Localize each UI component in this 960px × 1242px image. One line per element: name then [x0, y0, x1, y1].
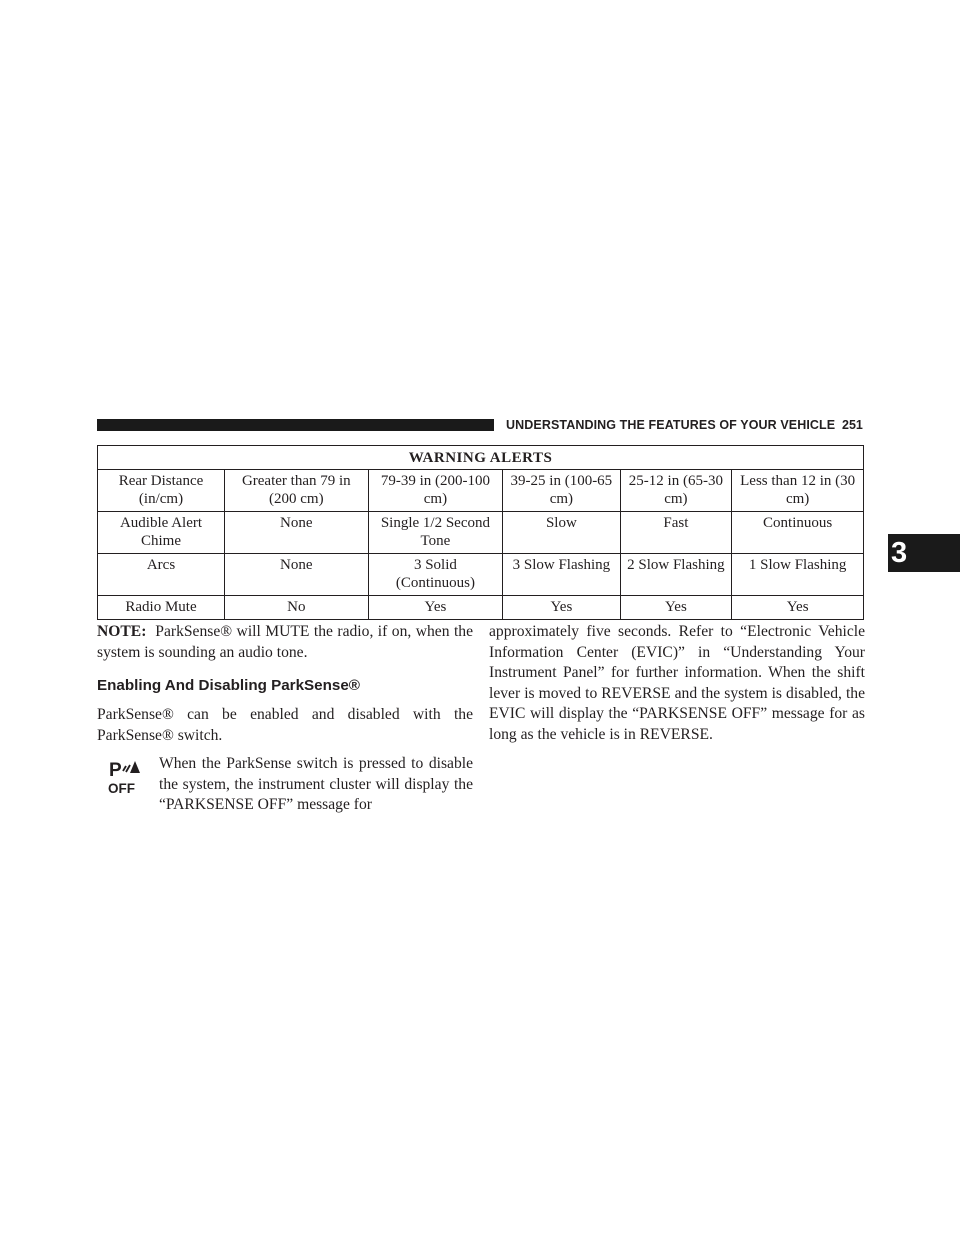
- note-text: ParkSense® will MUTE the radio, if on, when the system is sounding an audio tone.: [97, 623, 473, 661]
- row-label: Rear Distance (in/cm): [98, 470, 225, 512]
- row-label: Audible Alert Chime: [98, 512, 225, 554]
- warning-alerts-table: [97, 445, 864, 620]
- table-title: WARNING ALERTS: [98, 446, 864, 470]
- table-title-row: [98, 446, 864, 470]
- table-cell: 3 Solid (Continuous): [368, 554, 503, 596]
- table-cell: None: [225, 554, 369, 596]
- chapter-number: 3: [891, 536, 908, 569]
- table-cell: 1 Slow Flashing: [732, 554, 864, 596]
- table-cell: 2 Slow Flashing: [620, 554, 732, 596]
- section-heading: Enabling And Disabling ParkSense®: [97, 677, 360, 694]
- note-paragraph: [97, 622, 473, 663]
- chapter-tab: [888, 534, 960, 572]
- header-rule: [97, 419, 494, 431]
- table-cell: 3 Slow Flashing: [503, 554, 620, 596]
- table-cell: 39-25 in (100-65 cm): [503, 470, 620, 512]
- table-row: [98, 512, 864, 554]
- section-header-title: UNDERSTANDING THE FEATURES OF YOUR VEHICLE: [506, 418, 836, 432]
- parksense-p-letter: P: [109, 760, 122, 781]
- page-number: 251: [842, 418, 863, 432]
- table-row: [98, 470, 864, 512]
- table-cell: 79-39 in (200-100 cm): [368, 470, 503, 512]
- table-cell: Less than 12 in (30 cm): [732, 470, 864, 512]
- table-cell: Yes: [368, 596, 503, 620]
- table-cell: Continuous: [732, 512, 864, 554]
- note-label: NOTE:: [97, 623, 147, 640]
- table-cell: Single 1/2 Second Tone: [368, 512, 503, 554]
- table-row: [98, 596, 864, 620]
- table-cell: Slow: [503, 512, 620, 554]
- right-column: [489, 622, 865, 745]
- table-cell: None: [225, 512, 369, 554]
- table-cell: Yes: [620, 596, 732, 620]
- icon-paragraph: When the ParkSense switch is pressed to disable the system, the instrument cluster will display the “PARKSENSE OFF” message for: [159, 755, 473, 813]
- table-cell: Yes: [503, 596, 620, 620]
- parksense-off-icon: [97, 756, 149, 800]
- icon-paragraph-row: [97, 756, 473, 816]
- continued-paragraph: approximately five seconds. Refer to “Electronic Vehicle Information Center (EVIC)” in “Understanding Your Instrument Panel” for further information. When the shift lever is moved to REVERSE and the system is disabled, the EVIC will display the “PARKSENSE OFF” message for as long as the vehicle is in REVERSE.: [489, 623, 865, 743]
- table-cell: Yes: [732, 596, 864, 620]
- left-column: [97, 622, 473, 816]
- row-label: Arcs: [98, 554, 225, 596]
- table-cell: 25-12 in (65-30 cm): [620, 470, 732, 512]
- icon-off-label: OFF: [108, 781, 135, 796]
- row-label: Radio Mute: [98, 596, 225, 620]
- body-paragraph: ParkSense® can be enabled and disabled with the ParkSense® switch.: [97, 706, 473, 744]
- table-row: [98, 554, 864, 596]
- table-cell: No: [225, 596, 369, 620]
- table-cell: Greater than 79 in (200 cm): [225, 470, 369, 512]
- table-cell: Fast: [620, 512, 732, 554]
